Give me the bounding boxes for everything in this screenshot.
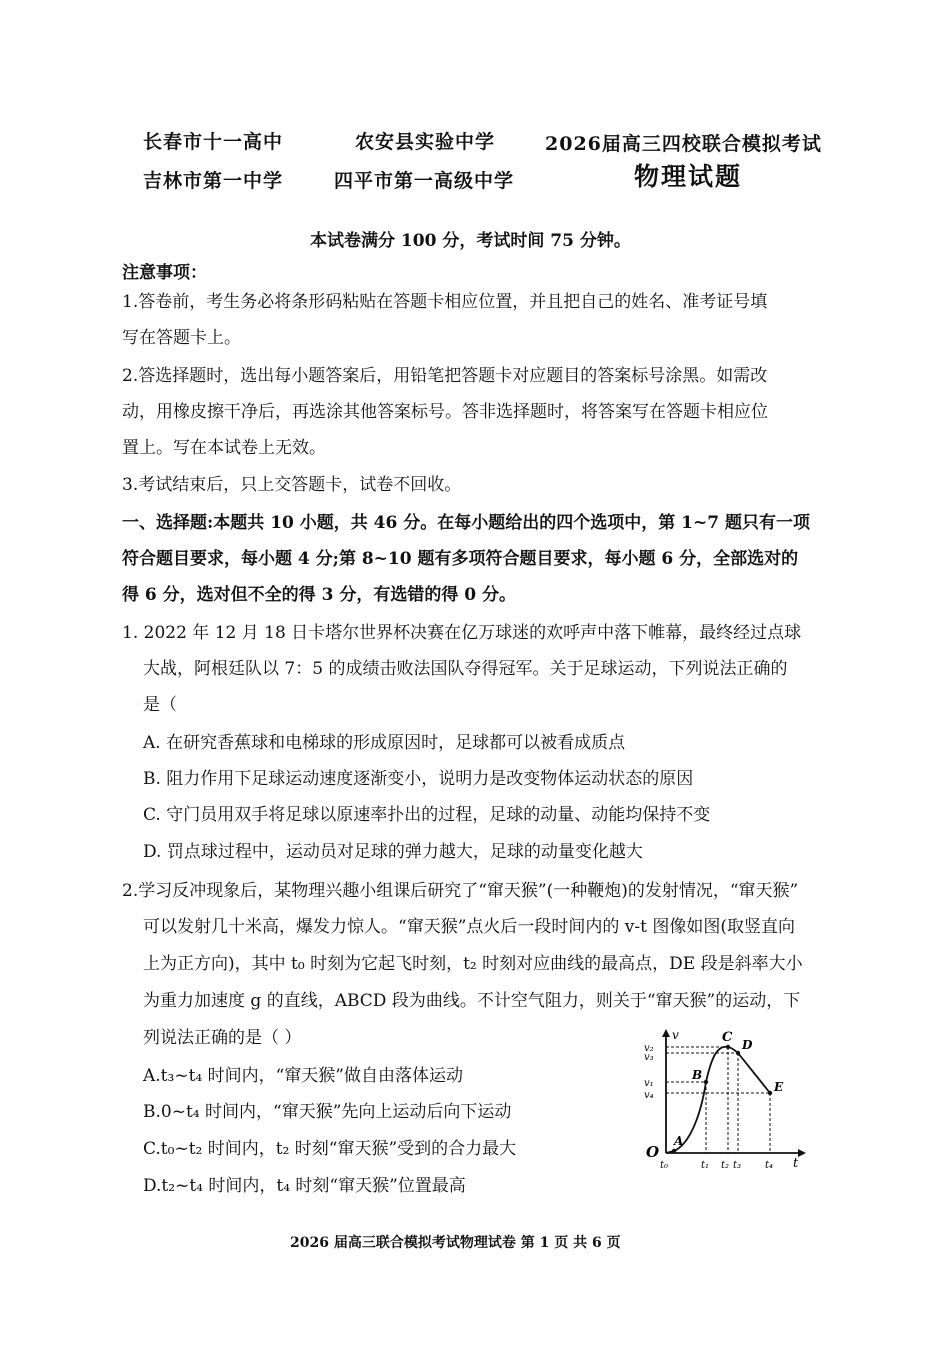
- notes-title: 注意事项：: [122, 263, 207, 283]
- v-axis-label: v: [672, 1028, 679, 1042]
- school-name-4: 四平市第一高级中学: [334, 170, 515, 192]
- x-tick-t4: t₄: [765, 1160, 774, 1171]
- x-tick-t2: t₂: [721, 1160, 730, 1171]
- point-label-a: A: [674, 1134, 684, 1148]
- note-2-line-1: 2.答选择题时，选出每小题答案后，用铅笔把答题卡对应题目的答案标号涂黑。如需改: [122, 366, 768, 386]
- vt-graph: [630, 1025, 810, 1175]
- point-label-c: C: [722, 1030, 733, 1045]
- x-tick-t0: t₀: [660, 1160, 669, 1171]
- point-c: [726, 1045, 730, 1049]
- exam-title: 2026届高三四校联合模拟考试: [545, 133, 822, 155]
- school-name-2: 农安县实验中学: [355, 131, 496, 153]
- q1-stem-line-1: 1. 2022 年 12 月 18 日卡塔尔世界杯决赛在亿万球迷的欢呼声中落下帷幕，最终经过点球: [122, 623, 802, 643]
- point-label-b: B: [692, 1068, 703, 1082]
- q2-option-c: C.t₀~t₂ 时间内，t₂ 时刻“窜天猴”受到的合力最大: [143, 1139, 517, 1159]
- note-2-line-3: 置上。写在本试卷上无效。: [122, 438, 326, 458]
- point-label-e: E: [774, 1080, 784, 1094]
- q2-stem-line-3: 上为正方向)，其中 t₀ 时刻为它起飞时刻，t₂ 时刻对应曲线的最高点，DE 段是斜率大小: [143, 954, 803, 974]
- q1-option-c: C. 守门员用双手将足球以原速率扑出的过程，足球的动量、动能均保持不变: [143, 805, 711, 825]
- t-axis-arrow: [798, 1149, 806, 1157]
- q2-stem-line-4: 为重力加速度 g 的直线，ABCD 段为曲线。不计空气阻力，则关于“窜天猴”的运动，下: [143, 991, 801, 1011]
- point-b: [704, 1080, 708, 1084]
- q2-stem-line-5: 列说法正确的是（ ）: [143, 1028, 302, 1048]
- note-1-line-1: 1.答卷前，考生务必将条形码粘贴在答题卡相应位置，并且把自己的姓名、准考证号填: [122, 292, 768, 312]
- section-1-line-2: 符合题目要求，每小题 4 分;第 8~10 题有多项符合题目要求，每小题 6 分，全部选对的: [122, 549, 799, 569]
- point-e: [768, 1091, 772, 1095]
- q2-stem-line-2: 可以发射几十米高，爆发力惊人。“窜天猴”点火后一段时间内的 v-t 图像如图(取竖直向: [143, 917, 795, 937]
- x-tick-t3: t₃: [733, 1160, 742, 1171]
- x-tick-t1: t₁: [701, 1160, 710, 1171]
- y-tick-v2: v₂: [644, 1043, 654, 1054]
- point-a: [672, 1149, 676, 1153]
- q1-option-a: A. 在研究香蕉球和电梯球的形成原因时，足球都可以被看成质点: [143, 733, 626, 753]
- q1-option-b: B. 阻力作用下足球运动速度逐渐变小，说明力是改变物体运动状态的原因: [143, 769, 694, 789]
- y-tick-v3: v₃: [644, 1052, 654, 1063]
- subject-title: 物理试题: [634, 162, 743, 191]
- note-2-line-2: 动，用橡皮擦干净后，再选涂其他答案标号。答非选择题时，将答案写在答题卡相应位: [122, 402, 768, 422]
- q2-stem-line-1: 2.学习反冲现象后，某物理兴趣小组课后研究了“窜天猴”(一种鞭炮)的发射情况，“窜天猴”: [122, 881, 799, 901]
- q2-option-a: A.t₃~t₄ 时间内，“窜天猴”做自由落体运动: [143, 1066, 464, 1086]
- q2-option-d: D.t₂~t₄ 时间内，t₄ 时刻“窜天猴”位置最高: [143, 1176, 466, 1196]
- v-axis-arrow: [662, 1029, 670, 1037]
- school-name-3: 吉林市第一中学: [143, 170, 284, 192]
- point-label-d: D: [742, 1038, 753, 1052]
- origin-label: O: [646, 1143, 660, 1161]
- t-axis-label: t: [793, 1156, 799, 1171]
- q1-stem-line-3: 是（: [143, 695, 177, 715]
- point-d: [736, 1051, 740, 1055]
- score-time-note: 本试卷满分 100 分，考试时间 75 分钟。: [310, 231, 631, 251]
- y-tick-v1: v₁: [644, 1078, 654, 1089]
- section-1-line-1: 一、选择题:本题共 10 小题，共 46 分。在每小题给出的四个选项中，第 1~7 题只有一项: [122, 513, 811, 533]
- school-name-1: 长春市十一高中: [143, 131, 284, 153]
- section-1-line-3: 得 6 分，选对但不全的得 3 分，有选错的得 0 分。: [122, 585, 516, 605]
- y-tick-v4: v₄: [644, 1090, 654, 1101]
- page-footer: 2026 届高三联合模拟考试物理试卷 第 1 页 共 6 页: [290, 1235, 621, 1251]
- q1-stem-line-2: 大战，阿根廷队以 7：5 的成绩击败法国队夺得冠军。关于足球运动，下列说法正确的: [143, 659, 788, 679]
- note-1-line-2: 写在答题卡上。: [122, 328, 241, 348]
- q1-option-d: D. 罚点球过程中，运动员对足球的弹力越大，足球的动量变化越大: [143, 842, 643, 862]
- q2-option-b: B.0~t₄ 时间内，“窜天猴”先向上运动后向下运动: [143, 1102, 512, 1122]
- note-3: 3.考试结束后，只上交答题卡，试卷不回收。: [122, 475, 462, 495]
